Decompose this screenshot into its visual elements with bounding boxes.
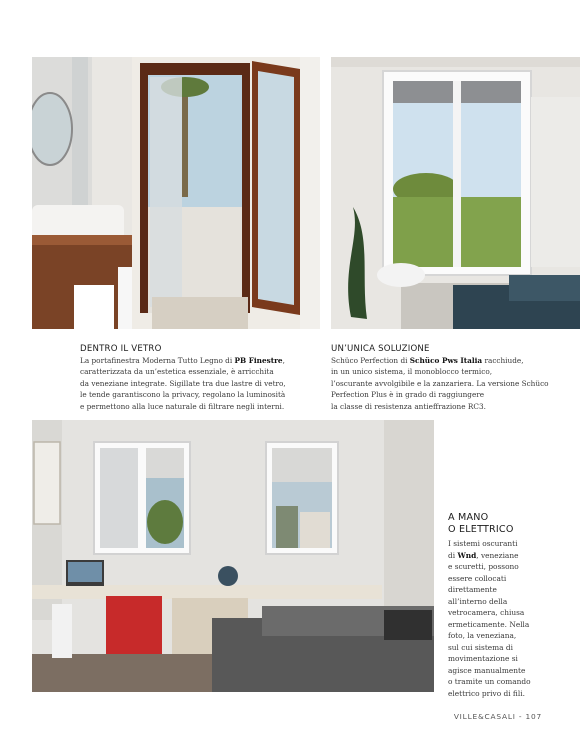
caption-title: DENTRO IL VETRO — [80, 344, 162, 354]
caption-body: Schüco Perfection di Schüco Pws Italia racchiude, in un unico sistema, il monoblocco termico, l’oscurante avvolgibile e la zanzariera. La versione Schüco Perfection Plus è in grado di raggiungere la classe di resistenza antieffrazione RC3. — [331, 356, 549, 411]
caption-title: UN’UNICA SOLUZIONE — [331, 344, 430, 354]
caption-body: I sistemi oscuranti di Wnd, veneziane e scuretti, possono essere collocati direttamente all’interno della vetrocamera, chiusa ermeticamente. Nella foto, la veneziana, sul cui sistema di movimentazione si agisce manualmente o tramite un comando elettrico privo di fili. — [448, 539, 531, 698]
caption-un-unica-soluzione — [331, 344, 576, 412]
photo-bedroom-windows — [32, 420, 434, 692]
brand-name: Wnd — [457, 550, 477, 560]
caption-title: A MANO O ELETTRICO — [448, 512, 514, 535]
caption-a-mano-o-elettrico — [448, 512, 560, 699]
brand-name: Schüco Pws Italia — [409, 356, 483, 365]
page-footer-folio: VILLE&CASALI - 107 — [453, 712, 542, 721]
brand-name: PB Finestre — [234, 356, 283, 365]
photo-bathroom-french-window — [32, 57, 320, 329]
caption-body: La portafinestra Moderna Tutto Legno di PB Finestre, caratterizzata da un’estetica essenziale, è arricchita da veneziane integrate. Sigillate tra due lastre di vetro, le tende garantiscono la privacy, regolano la luminosità e permettono alla luce naturale di filtrare negli interni. — [80, 356, 286, 411]
caption-dentro-il-vetro — [80, 344, 320, 412]
photo-living-room-window — [331, 57, 580, 329]
